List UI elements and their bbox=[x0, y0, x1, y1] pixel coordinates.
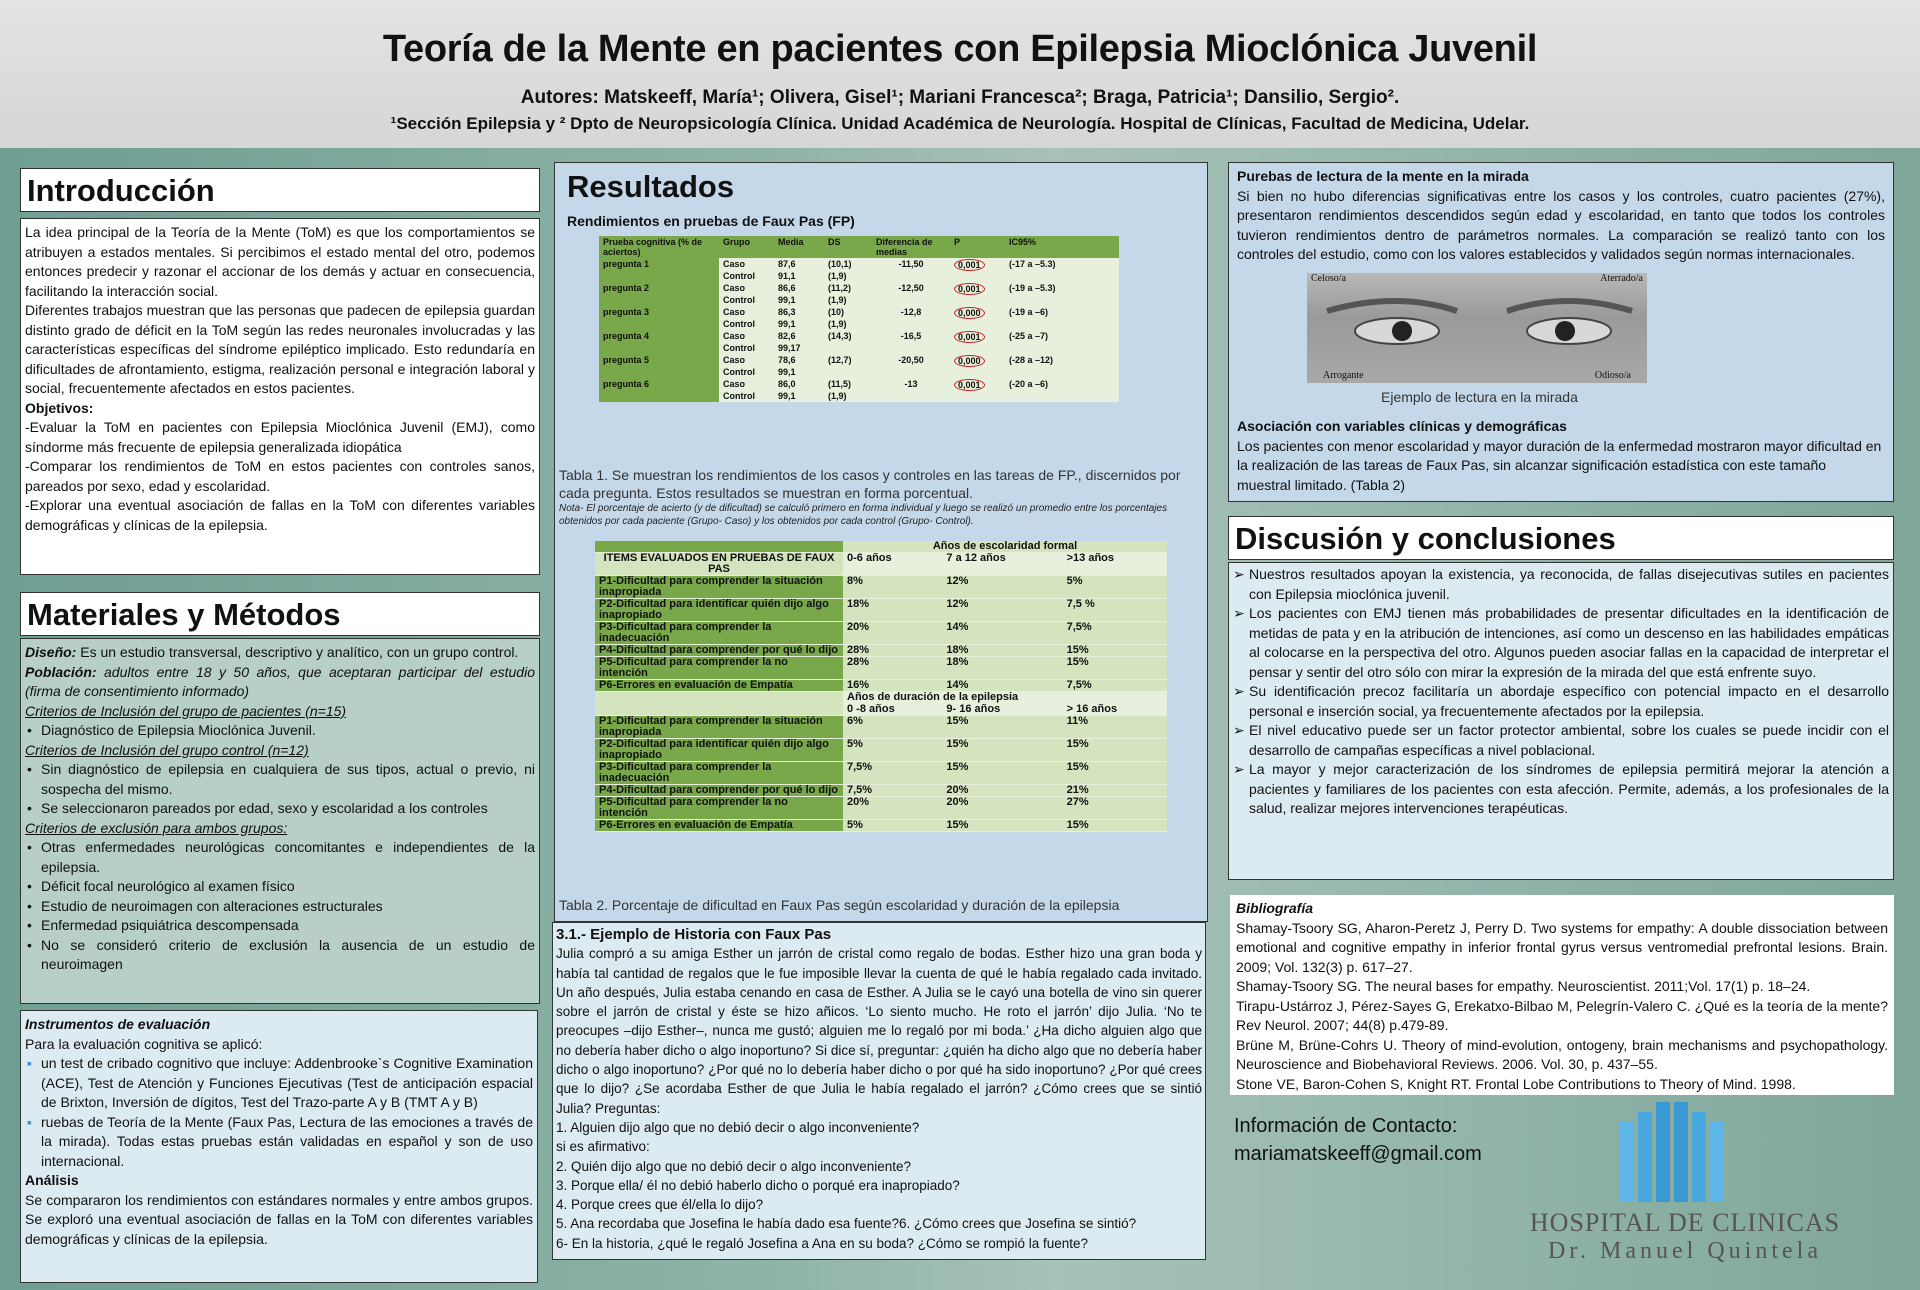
table-1-cell bbox=[824, 342, 872, 354]
table-2-value: 18% bbox=[942, 645, 1062, 657]
hospital-logo-mark bbox=[1510, 1102, 1860, 1202]
objective-3: -Explorar una eventual asociación de fallas en la ToM con diferentes variables demográficas y clínicas de la epilepsia. bbox=[25, 497, 535, 533]
table-2-value: 5% bbox=[843, 739, 942, 762]
table-1-header-cell: Diferencia de medias bbox=[876, 237, 933, 257]
reference-item: Brüne M, Brüne-Cohrs U. Theory of mind-evolution, ontogeny, brain mechanisms and psychopathology. Neuroscience and Biobehavioral Reviews. 2006. Vol. 30, p. 437–55. bbox=[1236, 1036, 1888, 1072]
instruments-box bbox=[20, 1010, 538, 1283]
reference-item: Shamay-Tsoory SG. The neural bases for empathy. Neuroscientist. 2011;Vol. 17(1) p. 18–24. bbox=[1236, 978, 1811, 994]
contact-block bbox=[1234, 1112, 1482, 1168]
conclusion-item: ➢ El nivel educativo puede ser un factor protector ambiental, sobre los cuales se puede incidir con el desarrollo de campañas específicas a nivel poblacional. bbox=[1233, 721, 1889, 760]
contact-email[interactable]: mariamatskeeff@gmail.com bbox=[1234, 1143, 1482, 1165]
table-1-question: pregunta 2 bbox=[599, 282, 719, 306]
table-2-row bbox=[595, 599, 1167, 622]
table-1-cell: 86,0 bbox=[774, 378, 824, 390]
p-value-highlight: 0,001 bbox=[954, 379, 985, 391]
table-2-col-header: 0 -8 años bbox=[843, 704, 942, 716]
reference-item: Stone VE, Baron-Cohen S, Knight RT. Frontal Lobe Contributions to Theory of Mind. 1998. bbox=[1236, 1075, 1796, 1092]
table-2-item: P6-Errores en evaluación de Empatía bbox=[595, 680, 843, 692]
eyes-label-bottom-left: Arrogante bbox=[1323, 370, 1364, 381]
table-2-value: 18% bbox=[942, 657, 1062, 680]
table-2-item: P2-Dificultad para identificar quién dijo algo inapropiado bbox=[595, 599, 843, 622]
methods-body bbox=[20, 638, 540, 1004]
exclusion-item: • Enfermedad psiquiátrica descompensada bbox=[25, 916, 535, 936]
table-2-value: 7,5% bbox=[843, 762, 942, 785]
table-2-value: 16% bbox=[843, 680, 942, 692]
story-question: 4. Porque crees que él/ella lo dijo? bbox=[556, 1197, 764, 1213]
table-2-row bbox=[595, 785, 1167, 797]
table-2-value: 28% bbox=[843, 657, 942, 680]
table-1-cell: 78,6 bbox=[774, 354, 824, 366]
eyes-photo-illustration bbox=[1307, 273, 1647, 383]
table-1-diff: -16,5 bbox=[872, 330, 950, 354]
table-1-diff: -20,50 bbox=[872, 354, 950, 378]
table-1-header-cell: IC95% bbox=[1009, 237, 1037, 247]
table-1-ci: (-17 a –5.3) bbox=[1005, 258, 1119, 282]
table-1-cell: Caso bbox=[719, 330, 774, 342]
table-1-cell: (1,9) bbox=[824, 390, 872, 402]
eyes-image bbox=[1307, 273, 1647, 383]
table-1-cell: (10,1) bbox=[824, 258, 872, 270]
table-2-value: 20% bbox=[843, 797, 942, 820]
table-1-header-cell: P bbox=[954, 237, 961, 247]
table-1-cell: 99,1 bbox=[774, 390, 824, 402]
table-2-row bbox=[595, 739, 1167, 762]
analysis-text: Se compararon los rendimientos con estándares normales y entre ambos grupos. Se exploró una eventual asociación de fallas en la ToM con diferentes variables demográficas y clínicas de la epilepsia. bbox=[25, 1191, 533, 1247]
discussion-body bbox=[1228, 562, 1894, 880]
table-2-value: 5% bbox=[1063, 576, 1167, 599]
table-2-value: 7,5% bbox=[1063, 680, 1167, 692]
table-1-header-cell: DS bbox=[828, 237, 841, 247]
story-text: Julia compró a su amiga Esther un jarrón de cristal como regalo de bodas. Esther hizo una gran boda y había tal cantidad de regalos que le fue imposible llevar la cuenta de qué le había regalado cada invitado. Un año después, Julia estaba cenando en casa de Esther. A Julia se le cayó una botella de vino sin querer sobre el jarrón de cristal y éste se hizo añicos. ‘Lo siento mucho. He roto el jarrón’ dijo Julia. ‘No te preocupes –dijo Esther–, nunca me gustó; alguien me lo regaló por mi boda.’ ¿Ha dicho alguien algo que no debería haber dicho o algo inoportuno? Si dice sí, preguntar: ¿quién ha dicho algo que no debería haber dicho o algo inoportuno? ¿Por qué no lo debería haber dicho o por qué ha sido inoportuno? ¿Por qué crees que lo dijo? ¿Se acordaba Esther de que Julia le había regalado el jarrón? ¿Cómo crees que se sintió Julia? Preguntas: bbox=[556, 946, 1202, 1116]
table-2-value: 15% bbox=[1063, 762, 1167, 785]
table-2-item: P6-Errores en evaluación de Empatía bbox=[595, 820, 843, 832]
table-1-cell: Control bbox=[719, 318, 774, 330]
discussion-title-box bbox=[1228, 516, 1894, 560]
table-1-cell: 86,3 bbox=[774, 306, 824, 318]
eyes-caption: Ejemplo de lectura en la mirada bbox=[1381, 389, 1578, 405]
table-1-cell: (11,5) bbox=[824, 378, 872, 390]
eyes-title: Purebas de lectura de la mente en la mirada bbox=[1237, 168, 1529, 184]
table-1-ci: (-28 a –12) bbox=[1005, 354, 1119, 378]
table-1-p-cell bbox=[950, 282, 1005, 306]
methods-title-box bbox=[20, 592, 540, 636]
table-1-ci: (-19 a –6) bbox=[1005, 306, 1119, 330]
table-2-col-header: 9- 16 años bbox=[942, 704, 1062, 716]
table-1-p-cell bbox=[950, 378, 1005, 402]
intro-paragraph-2: Diferentes trabajos muestran que las personas que padecen de epilepsia guardan distinto grado de déficit en la ToM según las redes neuronales involucradas y las características específicas del síndrome epiléptico implicado. Esto redundaría en dificultades de afrontamiento, estigma, realización personal e integración laboral y social, frecuentemente afectados en estos pacientes. bbox=[25, 302, 535, 396]
table-1-cell: 99,17 bbox=[774, 342, 824, 354]
table-2-value: 15% bbox=[1063, 739, 1167, 762]
table-1-cell: 87,6 bbox=[774, 258, 824, 270]
inclusion-cases-heading: Criterios de Inclusión del grupo de pacientes (n=15) bbox=[25, 702, 347, 719]
table-2-item-header: ITEMS EVALUADOS EN PRUEBAS DE FAUX PAS bbox=[595, 553, 843, 576]
methods-title: Materiales y Métodos bbox=[27, 597, 341, 632]
instruments-intro: Para la evaluación cognitiva se aplicó: bbox=[25, 1035, 263, 1052]
objectives-label: Objetivos: bbox=[25, 399, 94, 416]
design-label: Diseño: bbox=[25, 644, 77, 660]
table-1-ci: (-19 a –5.3) bbox=[1005, 282, 1119, 306]
table-2-value: 7,5% bbox=[843, 785, 942, 797]
table-2-value: 7,5 % bbox=[1063, 599, 1167, 622]
logo-line-1: HOSPITAL DE CLINICAS bbox=[1529, 1208, 1841, 1237]
conclusion-item: ➢ Nuestros resultados apoyan la existencia, ya reconocida, de fallas disejecutivas sutiles en pacientes con Epilepsia mioclónica juvenil. bbox=[1233, 565, 1889, 604]
table-2-item: P4-Dificultad para comprender por qué lo dijo bbox=[595, 785, 843, 797]
results-subtitle: Rendimientos en pruebas de Faux Pas (FP) bbox=[567, 213, 855, 229]
table-2-value: 5% bbox=[843, 820, 942, 832]
table-1-p-cell bbox=[950, 258, 1005, 282]
instrument-item: ▪ un test de cribado cognitivo que incluye: Addenbrooke`s Cognitive Examination (ACE), Test de Atención y Funciones Ejecutivas (Test de anticipación espacial de Brixton, Inversión de dígitos, Test del Trazo-parte A y B (TMT A y B) bbox=[25, 1054, 533, 1113]
table-1-p-cell bbox=[950, 354, 1005, 378]
table-1-cell: (10) bbox=[824, 306, 872, 318]
story-question: 6- En la historia, ¿qué le regaló Josefina a Ana en su boda? ¿Cómo se rompió la fuente? bbox=[556, 1235, 1089, 1251]
table-1-cell: 91,1 bbox=[774, 270, 824, 282]
population-label: Población: bbox=[25, 663, 97, 680]
exclusion-item: • Déficit focal neurológico al examen físico bbox=[25, 877, 535, 897]
table-2-value: 15% bbox=[942, 739, 1062, 762]
table-1-header-cell: Prueba cognitiva (% de aciertos) bbox=[603, 237, 703, 257]
table-2-item: P1-Dificultad para comprender la situación inapropiada bbox=[595, 716, 843, 739]
eyes-label-bottom-right: Odioso/a bbox=[1594, 370, 1631, 381]
table-1-question: pregunta 6 bbox=[599, 378, 719, 402]
table-1-diff: -12,8 bbox=[872, 306, 950, 330]
table-2-value: 7,5% bbox=[1063, 622, 1167, 645]
table-1-cell: (14,3) bbox=[824, 330, 872, 342]
table-2-col-header: >13 años bbox=[1063, 553, 1167, 576]
exclusion-item: • Estudio de neuroimagen con alteraciones estructurales bbox=[25, 897, 535, 917]
table-2-item: P1-Dificultad para comprender la situación inapropiada bbox=[595, 576, 843, 599]
story-title: 3.1.- Ejemplo de Historia con Faux Pas bbox=[556, 926, 832, 943]
hospital-logo bbox=[1510, 1102, 1860, 1270]
table-1-row bbox=[599, 306, 1119, 318]
story-question: si es afirmativo: bbox=[556, 1139, 650, 1155]
table-2-value: 11% bbox=[1063, 716, 1167, 739]
table-1-p-cell bbox=[950, 306, 1005, 330]
reference-item: Tirapu-Ustárroz J, Pérez-Sayes G, Erekatxo-Bilbao M, Pelegrín-Valero C. ¿Qué es la teoría de la mente? Rev Neurol. 2007; 44(8) p.479-89. bbox=[1236, 997, 1888, 1033]
table-2-blank bbox=[595, 692, 843, 716]
table-1-question: pregunta 1 bbox=[599, 258, 719, 282]
table-2-row bbox=[595, 645, 1167, 657]
table-2-col-header: > 16 años bbox=[1063, 704, 1167, 716]
table-2-value: 12% bbox=[942, 576, 1062, 599]
results-panel bbox=[554, 162, 1208, 922]
eyes-label-top-right: Aterrado/a bbox=[1600, 273, 1643, 284]
inclusion-control-item: • Sin diagnóstico de epilepsia en cualquiera de sus tipos, actual o previo, ni sospecha del mismo. bbox=[25, 760, 535, 799]
table-1-question: pregunta 4 bbox=[599, 330, 719, 354]
table-1-cell: (1,9) bbox=[824, 294, 872, 306]
eyes-label-top-left: Celoso/a bbox=[1311, 273, 1346, 284]
table-2-row bbox=[595, 797, 1167, 820]
table-1-header-cell: Grupo bbox=[723, 237, 750, 247]
table-2-item: P4-Dificultad para comprender por qué lo dijo bbox=[595, 645, 843, 657]
exclusion-item: • Otras enfermedades neurológicas concomitantes e independientes de la epilepsia. bbox=[25, 838, 535, 877]
table-2 bbox=[595, 541, 1167, 832]
contact-label: Información de Contacto: bbox=[1234, 1115, 1458, 1137]
table-2-value: 8% bbox=[843, 576, 942, 599]
conclusion-item: ➢ Su identificación precoz facilitaría un abordaje específico con potencial impacto en el desarrollo personal e inserción social, ya frecuentemente afectados por la epilepsia. bbox=[1233, 682, 1889, 721]
table-1-cell: Caso bbox=[719, 378, 774, 390]
analysis-label: Análisis bbox=[25, 1172, 79, 1188]
table-2-row bbox=[595, 576, 1167, 599]
table-2-value: 15% bbox=[942, 762, 1062, 785]
objective-1: -Evaluar la ToM en pacientes con Epilepsia Mioclónica Juvenil (EMJ), como síndorme más frecuente de epilepsia generalizada idiopática bbox=[25, 419, 535, 455]
table-1-cell: 99,1 bbox=[774, 366, 824, 378]
table-1-cell: Control bbox=[719, 342, 774, 354]
table-2-item: P5-Dificultad para comprender la no intención bbox=[595, 657, 843, 680]
table-2-value: 21% bbox=[1063, 785, 1167, 797]
inclusion-cases-item: • Diagnóstico de Epilepsia Mioclónica Juvenil. bbox=[25, 721, 535, 741]
table-1-cell: 99,1 bbox=[774, 318, 824, 330]
table-2-value: 20% bbox=[942, 797, 1062, 820]
table-1-cell: Caso bbox=[719, 354, 774, 366]
table-2-value: 27% bbox=[1063, 797, 1167, 820]
reference-item: Shamay-Tsoory SG, Aharon-Peretz J, Perry D. Two systems for empathy: A double dissociation between emotional and cognitive empathy in inferior frontal gyrus versus ventromedial prefrontal lesions. Brain. 2009; Vol. 132(3) p. 617–27. bbox=[1236, 919, 1888, 975]
table-2-value: 18% bbox=[843, 599, 942, 622]
table-1-ci: (-25 a –7) bbox=[1005, 330, 1119, 354]
table-2-value: 15% bbox=[1063, 645, 1167, 657]
table-2-row bbox=[595, 716, 1167, 739]
p-value-highlight: 0,001 bbox=[954, 331, 985, 343]
table-2-col-header: 7 a 12 años bbox=[942, 553, 1062, 576]
conclusion-item: ➢ Los pacientes con EMJ tienen más probabilidades de presentar dificultades en la identificación de metidas de pata y en la atribución de intenciones, así como un descenso en las habilidades empáticas al colocarse en la perspectiva del otro. Algunos pueden asociar fallas en la capacidad de interpretar el pensar y sentir del otro sólo con mirar la expresión de la mirada del que está enfrente suyo. bbox=[1233, 604, 1889, 682]
table-1-note: Nota- El porcentaje de acierto (y de dificultad) se calculó primero en forma individual y luego se realizó un promedio entre los porcentajes obtenidos por cada paciente (Grupo- Caso) y los obtenidos por cada control (Grupo- Control). bbox=[559, 503, 1168, 527]
table-2-caption: Tabla 2. Porcentaje de dificultad en Faux Pas según escolaridad y duración de la epilepsia bbox=[559, 897, 1120, 913]
table-1-cell: 86,6 bbox=[774, 282, 824, 294]
p-value-highlight: 0,001 bbox=[954, 283, 985, 295]
table-1-cell: 82,6 bbox=[774, 330, 824, 342]
table-1-cell: Control bbox=[719, 390, 774, 402]
table-1-diff: -12,50 bbox=[872, 282, 950, 306]
table-1-cell: Caso bbox=[719, 258, 774, 270]
table-1-cell: Caso bbox=[719, 282, 774, 294]
bibliography-title: Bibliografía bbox=[1236, 900, 1314, 916]
story-box bbox=[552, 922, 1206, 1260]
table-2-corner bbox=[595, 541, 843, 553]
p-value-highlight: 0,000 bbox=[954, 355, 985, 367]
table-1-cell: (1,9) bbox=[824, 270, 872, 282]
table-2-value: 15% bbox=[942, 716, 1062, 739]
discussion-title: Discusión y conclusiones bbox=[1235, 521, 1616, 556]
poster-title: Teoría de la Mente en pacientes con Epilepsia Mioclónica Juvenil bbox=[382, 28, 1538, 70]
table-1-cell: Control bbox=[719, 294, 774, 306]
instruments-title: Instrumentos de evaluación bbox=[25, 1016, 211, 1032]
table-2-col-header: 0-6 años bbox=[843, 553, 942, 576]
table-1-question: pregunta 3 bbox=[599, 306, 719, 330]
table-1-row bbox=[599, 282, 1119, 294]
authors-line: Autores: Matskeeff, María¹; Olivera, Gisel¹; Mariani Francesca²; Braga, Patricia¹; Dansilio, Sergio². bbox=[520, 87, 1400, 108]
table-1-ci: (-20 a –6) bbox=[1005, 378, 1119, 402]
table-1-caption-block bbox=[559, 466, 1203, 528]
story-question: 5. Ana recordaba que Josefina le había dado esa fuente?6. ¿Cómo crees que Josefina se sintió? bbox=[556, 1216, 1137, 1232]
intro-paragraph-1: La idea principal de la Teoría de la Mente (ToM) es que los comportamientos se atribuyen a estados mentales. Si percibimos el estado mental del otro, podemos entonces predecir y razonar el accionar de los demás y actuar en consecuencia, facilitando la interacción social. bbox=[25, 224, 535, 299]
table-2-item: P3-Dificultad para comprender la inadecuación bbox=[595, 622, 843, 645]
p-value-highlight: 0,000 bbox=[954, 307, 985, 319]
table-2-row bbox=[595, 622, 1167, 645]
table-1-p-cell bbox=[950, 330, 1005, 354]
table-1-diff: -13 bbox=[872, 378, 950, 402]
table-2-row bbox=[595, 680, 1167, 692]
table-2-value: 6% bbox=[843, 716, 942, 739]
table-2-row bbox=[595, 762, 1167, 785]
p-value-highlight: 0,001 bbox=[954, 259, 985, 271]
design-text: Es un estudio transversal, descriptivo y analítico, con un grupo control. bbox=[76, 644, 519, 660]
table-1-row bbox=[599, 330, 1119, 342]
inclusion-control-heading: Criterios de Inclusión del grupo control (n=12) bbox=[25, 741, 309, 758]
table-2-group-2: Años de duración de la epilepsia bbox=[843, 692, 1167, 704]
table-2-item: P2-Dificultad para identificar quién dijo algo inapropiado bbox=[595, 739, 843, 762]
table-2-value: 28% bbox=[843, 645, 942, 657]
table-2-value: 15% bbox=[942, 820, 1062, 832]
table-1-header-cell: Media bbox=[778, 237, 804, 247]
table-1-cell bbox=[824, 366, 872, 378]
table-2-group-1: Años de escolaridad formal bbox=[843, 541, 1167, 553]
story-question: 3. Porque ella/ él no debió haberlo dicho o porqué era inapropiado? bbox=[556, 1177, 960, 1193]
bibliography-box bbox=[1230, 895, 1894, 1095]
exclusion-item: • No se consideró criterio de exclusión la ausencia de un estudio de neuroimagen bbox=[25, 936, 535, 975]
exclusion-heading: Criterios de exclusión para ambos grupos: bbox=[25, 819, 288, 836]
table-2-value: 15% bbox=[1063, 657, 1167, 680]
table-2-value: 20% bbox=[942, 785, 1062, 797]
association-text: Los pacientes con menor escolaridad y mayor duración de la enfermedad mostraron mayor dificultad en la realización de las tareas de Faux Pas, sin alcanzar significación estadística con este tamaño muestral limitado. (Tabla 2) bbox=[1237, 437, 1882, 493]
poster-header bbox=[0, 0, 1920, 148]
table-2-value: 20% bbox=[843, 622, 942, 645]
table-2-item: P3-Dificultad para comprender la inadecuación bbox=[595, 762, 843, 785]
intro-title-box bbox=[20, 168, 540, 212]
table-1-row bbox=[599, 258, 1119, 270]
objective-2: -Comparar los rendimientos de ToM en estos pacientes con controles sanos, pareados por sexo, edad y escolaridad. bbox=[25, 458, 535, 494]
table-1-caption: Tabla 1. Se muestran los rendimientos de los casos y controles en las tareas de FP., discernidos por cada pregunta. Estos resultados se muestran en forma porcentual. bbox=[559, 467, 1181, 501]
table-1-cell: 99,1 bbox=[774, 294, 824, 306]
eyes-text: Si bien no hubo diferencias significativas entre los casos y los controles, cuatro pacientes (27%), presentaron rendimientos descendidos según edad y escolaridad, en tanto que todos los controles tuvieron rendimientos dentro de parámetros normales. La comparación se realizó tanto con los controles del estudio, como con los valores establecidos y validados según normas internacionales. bbox=[1237, 187, 1885, 262]
table-1-diff: -11,50 bbox=[872, 258, 950, 282]
table-2-value: 14% bbox=[942, 622, 1062, 645]
table-1-question: pregunta 5 bbox=[599, 354, 719, 378]
table-1-header bbox=[599, 236, 1119, 258]
population-text: adultos entre 18 y 50 años, que aceptaran participar del estudio (firma de consentimiento informado) bbox=[25, 663, 535, 699]
table-2-row bbox=[595, 820, 1167, 832]
story-question: 1. Alguien dijo algo que no debió decir o algo inconveniente? bbox=[556, 1119, 920, 1135]
logo-line-2: Dr. Manuel Quintela bbox=[1548, 1238, 1822, 1264]
story-question: 2. Quién dijo algo que no debió decir o algo inconveniente? bbox=[556, 1158, 912, 1174]
inclusion-control-item: • Se seleccionaron pareados por edad, sexo y escolaridad a los controles bbox=[25, 799, 535, 819]
eyes-panel bbox=[1228, 162, 1894, 502]
intro-title: Introducción bbox=[27, 173, 215, 208]
intro-body bbox=[20, 218, 540, 575]
instrument-item: ▪ ruebas de Teoría de la Mente (Faux Pas, Lectura de las emociones a través de la mirada). Todas estas pruebas están validadas en español y son de uso internacional. bbox=[25, 1113, 533, 1172]
results-title: Resultados bbox=[567, 169, 735, 204]
table-2-item: P5-Dificultad para comprender la no intención bbox=[595, 797, 843, 820]
table-1-row bbox=[599, 354, 1119, 366]
table-1-cell: Control bbox=[719, 270, 774, 282]
association-title: Asociación con variables clínicas y demográficas bbox=[1237, 418, 1567, 434]
table-1-cell: Caso bbox=[719, 306, 774, 318]
table-1-cell: Control bbox=[719, 366, 774, 378]
table-2-row bbox=[595, 657, 1167, 680]
table-2-value: 12% bbox=[942, 599, 1062, 622]
table-1-row bbox=[599, 378, 1119, 390]
table-2-value: 14% bbox=[942, 680, 1062, 692]
conclusion-item: ➢ La mayor y mejor caracterización de los síndromes de epilepsia permitirá mejorar la atención a pacientes y familiares de los pacientes con esta afección. Permite, además, a los profesionales de la salud, realizar mejores intervenciones terapéuticas. bbox=[1233, 760, 1889, 819]
table-1-cell: (11,2) bbox=[824, 282, 872, 294]
affiliation-line: ¹Sección Epilepsia y ² Dpto de Neuropsicología Clínica. Unidad Académica de Neurología. Hospital de Clínicas, Facultad de Medicina, Udelar. bbox=[390, 114, 1530, 133]
table-1-cell: (12,7) bbox=[824, 354, 872, 366]
table-1-cell: (1,9) bbox=[824, 318, 872, 330]
table-2-value: 15% bbox=[1063, 820, 1167, 832]
